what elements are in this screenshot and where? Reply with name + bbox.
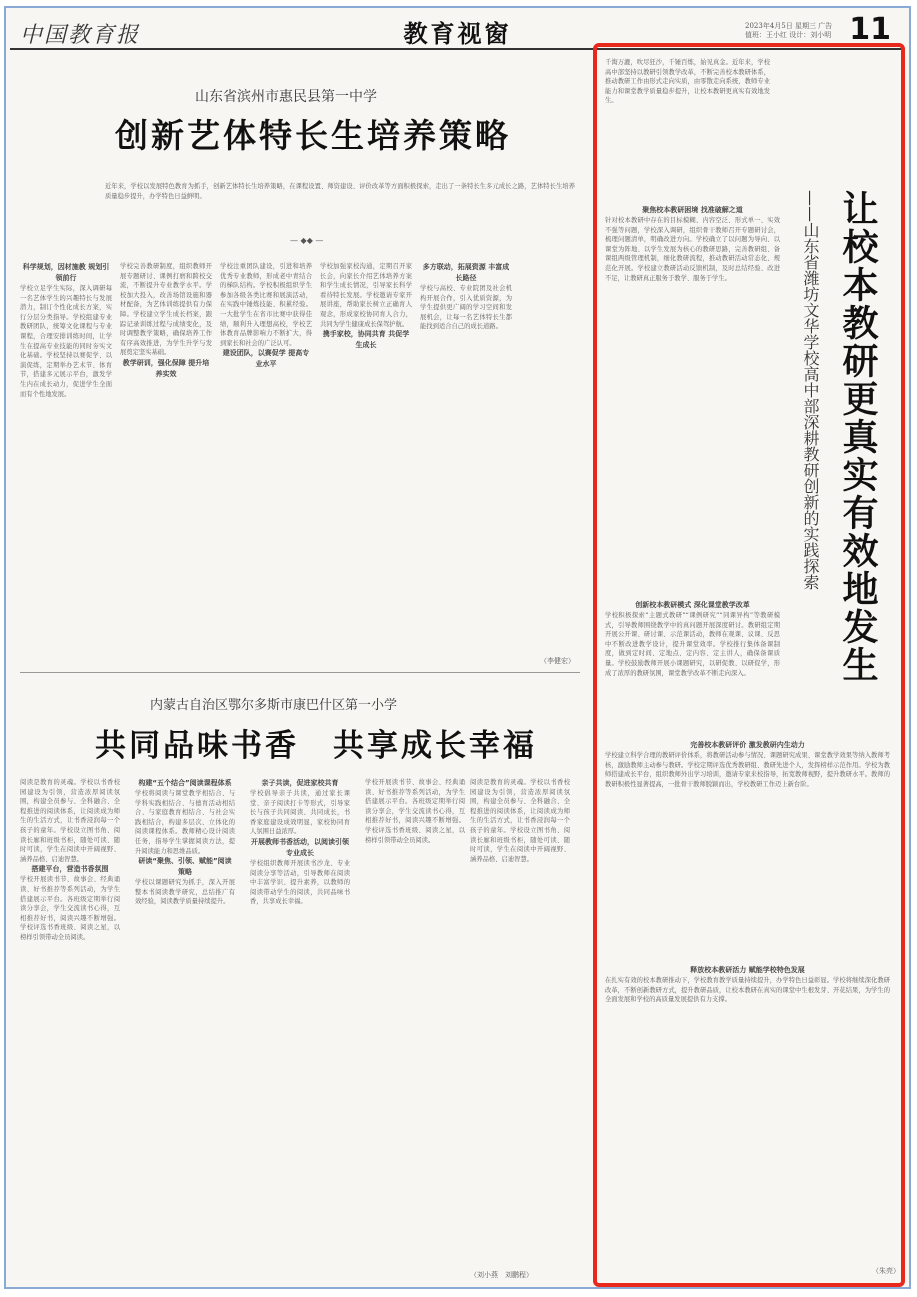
- section-text: 在扎实有效的校本教研推动下，学校教育教学质量持续提升，办学特色日益彰显。学校将继续深化教研改革，不断创新教研方式，提升教研品质，让校本教研在真实的课堂中生根发芽、开花结果，为学生的全面发展和学校的高质量发展提供有力支撑。: [605, 977, 890, 1004]
- article1-title: 创新艺体特长生培养策略: [115, 116, 511, 155]
- article1-column-3: [220, 262, 312, 662]
- section-text: 学校开展读书节、故事会、经典诵读、好书推荐等系列活动，为学生搭建展示平台。各班级定期举行阅读分享会，学生交流读书心得，互相推荐好书，阅读兴趣不断增强。学校评选书香班级、阅读之星，以榜样引领带动全员阅读。: [365, 779, 465, 844]
- article1-byline: （李健宏）: [540, 657, 575, 665]
- article2-column-2: [135, 778, 235, 1278]
- section-text: 学校立足学生实际，深入调研每一名艺体学生的兴趣特长与发展潜力，制订个性化成长方案，实行分层分类指导。学校组建专业教研团队，统筹文化课程与专业课程，合理安排训练时间，让学生在提高专业技能的同时夯实文化基础。学校坚持以赛促学、以演促练，定期举办艺术节、体育节，搭建多元展示平台，激发学生内在成长动力，促进学生全面而有个性地发展。: [20, 285, 112, 398]
- article1-column-5: [420, 262, 512, 662]
- section-text: 阅读是教育的灵魂。学校以书香校园建设为引领，营造浓厚阅读氛围，构建全员参与、全科融合、全程推进的阅读体系，让阅读成为师生的生活方式，让书香浸润每一个孩子的童年。学校设立图书角、阅读长廊和班级书柜，随处可读、随时可读，学生在阅读中开阔视野、涵养品格、启迪智慧。: [20, 779, 120, 863]
- section-text: 千淘万漉，吹尽狂沙，千锤百炼，始见真金。近年来，学校高中部坚持以教研引领教学改革，不断完善校本教研体系，推动教研工作由形式走向实质，由零散走向系统，教师专业能力和课堂教学质量稳步提升，让校本教研更真实有效地发生。: [605, 59, 770, 105]
- section-heading: 教学研训，强化保障 提升培养实效: [122, 358, 210, 378]
- article2-byline: （刘小燕 刘鹏程）: [470, 1271, 533, 1279]
- article2-column-1: [20, 778, 120, 1278]
- article-divider: [20, 672, 580, 673]
- section-text: 学校以课题研究为抓手，深入开展整本书阅读教学研究，总结推广有效经验，阅读教学质量持续提升。: [135, 879, 235, 906]
- section-heading: 聚焦校本教研困境 找准破解之道: [642, 206, 743, 214]
- article2-kicker: 内蒙古自治区鄂尔多斯市康巴什区第一小学: [150, 698, 398, 713]
- section-heading: 研读“聚焦、引领、赋能”阅读策略: [138, 857, 232, 877]
- section-heading: 搭建平台，营造书香氛围: [31, 865, 109, 874]
- section-text: 学校注重团队建设，引进和培养优秀专业教师，形成老中青结合的梯队结构。学校积极组织学生参加各级各类比赛和展演活动，在实践中锤炼技能、积累经验。一大批学生在省市比赛中获得佳绩，顺利升入理想高校，学校艺体教育品牌影响力不断扩大，得到家长和社会的广泛认可。: [220, 263, 312, 347]
- section-heading: 释放校本教研活力 赋能学校特色发展: [690, 966, 805, 974]
- section-text: 学校完善教研制度，组织教师开展专题研讨、课例打磨和跨校交流，不断提升专业教学水平。学校加大投入，改善场馆设施和器材配备，为艺体训练提供有力保障。学校建立学生成长档案，跟踪记录训练过程与成绩变化，及时调整教学策略，确保培养工作有序高效推进，为学生升学与发展奠定坚实基础。: [120, 263, 212, 357]
- article2-column-4: [365, 778, 465, 1278]
- section-text: 学校组织教师开展读书沙龙、专业阅读分享等活动，引导教师在阅读中丰富学识、提升素养，以教师的阅读带动学生的阅读，共同品味书香，共享成长幸福。: [250, 859, 350, 906]
- article3-title: 让校本教研更真实有效地发生: [837, 190, 879, 684]
- article2-column-3: [250, 778, 350, 1278]
- section-heading: 开展教师书香活动，以阅读引领专业成长: [251, 837, 349, 857]
- article3-section-4: [605, 965, 890, 1265]
- section-text: 学校加强家校沟通，定期召开家长会，向家长介绍艺体培养方案和学生成长情况，引导家长科学看待特长发展。学校邀请专家开展讲座，帮助家长树立正确育人观念，形成家校协同育人合力，共同为学生健康成长保驾护航。: [320, 263, 412, 328]
- section-title: 教育视窗: [403, 20, 512, 48]
- section-text: 学校积极探索“主题式教研”“课例研究”“同课异构”等教研模式，引导教师围绕教学中的真问题开展深度研讨。教研组定期开展公开课、研讨课、示范课活动，教师在观课、议课、反思中不断改进教学设计，提升课堂效率。学校推行集体备课制度，做到定时间、定地点、定内容、定主讲人，确保备课质量。学校鼓励教师开展小课题研究，以研促教、以研促学，形成了浓厚的教研氛围，课堂教学改革不断走向深入。: [605, 612, 780, 677]
- section-heading: 多方联动，拓展资源 丰富成长路径: [422, 263, 510, 282]
- section-heading: 完善校本教研评价 激发教研内生动力: [690, 741, 805, 749]
- article1-column-2: [120, 262, 212, 662]
- article3-byline: （朱亮）: [872, 1267, 900, 1275]
- section-heading: 建设团队，以赛促学 提高专业水平: [222, 349, 310, 369]
- section-text: 学校将阅读与课堂教学相结合、与学科实践相结合、与德育活动相结合、与家庭教育相结合、与社会实践相结合，构建多层次、立体化的阅读课程体系。教师精心设计阅读任务，指导学生掌握阅读方法，提升阅读能力和思维品质。: [135, 790, 235, 855]
- section-text: 学校建立科学合理的教研评价体系，将教研活动参与情况、课题研究成果、课堂教学效果等纳入教师考核，激励教师主动参与教研。学校定期评选优秀教研组、教研先进个人，发挥榜样示范作用。学校为教师搭建成长平台，组织教师外出学习培训，邀请专家来校指导，拓宽教师视野，提升教研水平。教师的教研积极性显著提高，一批骨干教师脱颖而出，学校教研工作迈上新台阶。: [605, 752, 890, 788]
- article1-lead: 近年来，学校以发展特色教育为抓手，创新艺体特长生培养策略，在课程设置、师资建设、评价改革等方面积极探索，走出了一条特长生多元成长之路，艺体特长生培养质量稳步提升，办学特色日益鲜明。: [105, 183, 575, 200]
- article1-column-4: [320, 262, 412, 662]
- section-text: 学校倡导亲子共读，通过家长课堂、亲子阅读打卡等形式，引导家长与孩子共同阅读、共同成长，书香家庭建设成效明显，家校协同育人氛围日益浓厚。: [250, 790, 350, 836]
- page-number: 11: [849, 12, 891, 47]
- article3-section-2: [605, 600, 780, 735]
- section-text: 学校开展读书节、故事会、经典诵读、好书推荐等系列活动，为学生搭建展示平台。各班级定期举行阅读分享会，学生交流读书心得，互相推荐好书，阅读兴趣不断增强。学校评选书香班级、阅读之星，以榜样引领带动全员阅读。: [20, 876, 120, 941]
- section-heading: 构建“五个结合”阅读课程体系: [138, 779, 232, 787]
- section-heading: 创新校本教研模式 深化课堂教学改革: [635, 601, 750, 609]
- section-heading: 亲子共读，促进家校共育: [261, 779, 339, 787]
- article3-subtitle: ——山东省潍坊文华学校高中部深耕教研创新的实践探索: [801, 190, 820, 590]
- section-text: 针对校本教研中存在的目标模糊、内容空泛、形式单一、实效不强等问题，学校深入调研，组织骨干教师召开专题研讨会，梳理问题清单，明确改进方向。学校确立了以问题为导向、以课堂为阵地、以学生发展为核心的教研思路，完善教研组、备课组两级管理机制，细化教研流程，推动教研活动常态化、规范化开展。学校建立教研活动反馈机制，及时总结经验、改进不足，让教研真正服务于教学、服务于学生。: [605, 217, 780, 282]
- article2-column-5: [470, 778, 570, 1278]
- paper-name: 中国教育报: [20, 23, 141, 48]
- ornament-divider: — ◆◆ —: [290, 236, 324, 245]
- article1-column-1: [20, 262, 112, 662]
- article3-intro: [605, 58, 770, 208]
- section-text: 学校与高校、专业院团及社会机构开展合作，引入优质资源，为学生提供更广阔的学习空间和发展机会，让每一名艺体特长生都能找到适合自己的成长道路。: [420, 285, 512, 331]
- section-text: 阅读是教育的灵魂。学校以书香校园建设为引领，营造浓厚阅读氛围，构建全员参与、全科融合、全程推进的阅读体系，让阅读成为师生的生活方式，让书香浸润每一个孩子的童年。学校设立图书角、阅读长廊和班级书柜，随处可读、随时可读，学生在阅读中开阔视野、涵养品格、启迪智慧。: [470, 779, 570, 863]
- article2-title: 共同品味书香 共享成长幸福: [95, 728, 537, 764]
- date-line: 2023年4月5日 星期三 广告 值班：王小红 设计：刘小明: [745, 22, 833, 39]
- article3-section-1: [605, 205, 780, 615]
- section-heading: 携手家校，协同共育 共促学生成长: [322, 330, 410, 350]
- article1-kicker: 山东省滨州市惠民县第一中学: [195, 89, 377, 105]
- article3-section-3: [605, 740, 890, 960]
- section-heading: 科学规划，因材施教 规划引领前行: [22, 263, 110, 282]
